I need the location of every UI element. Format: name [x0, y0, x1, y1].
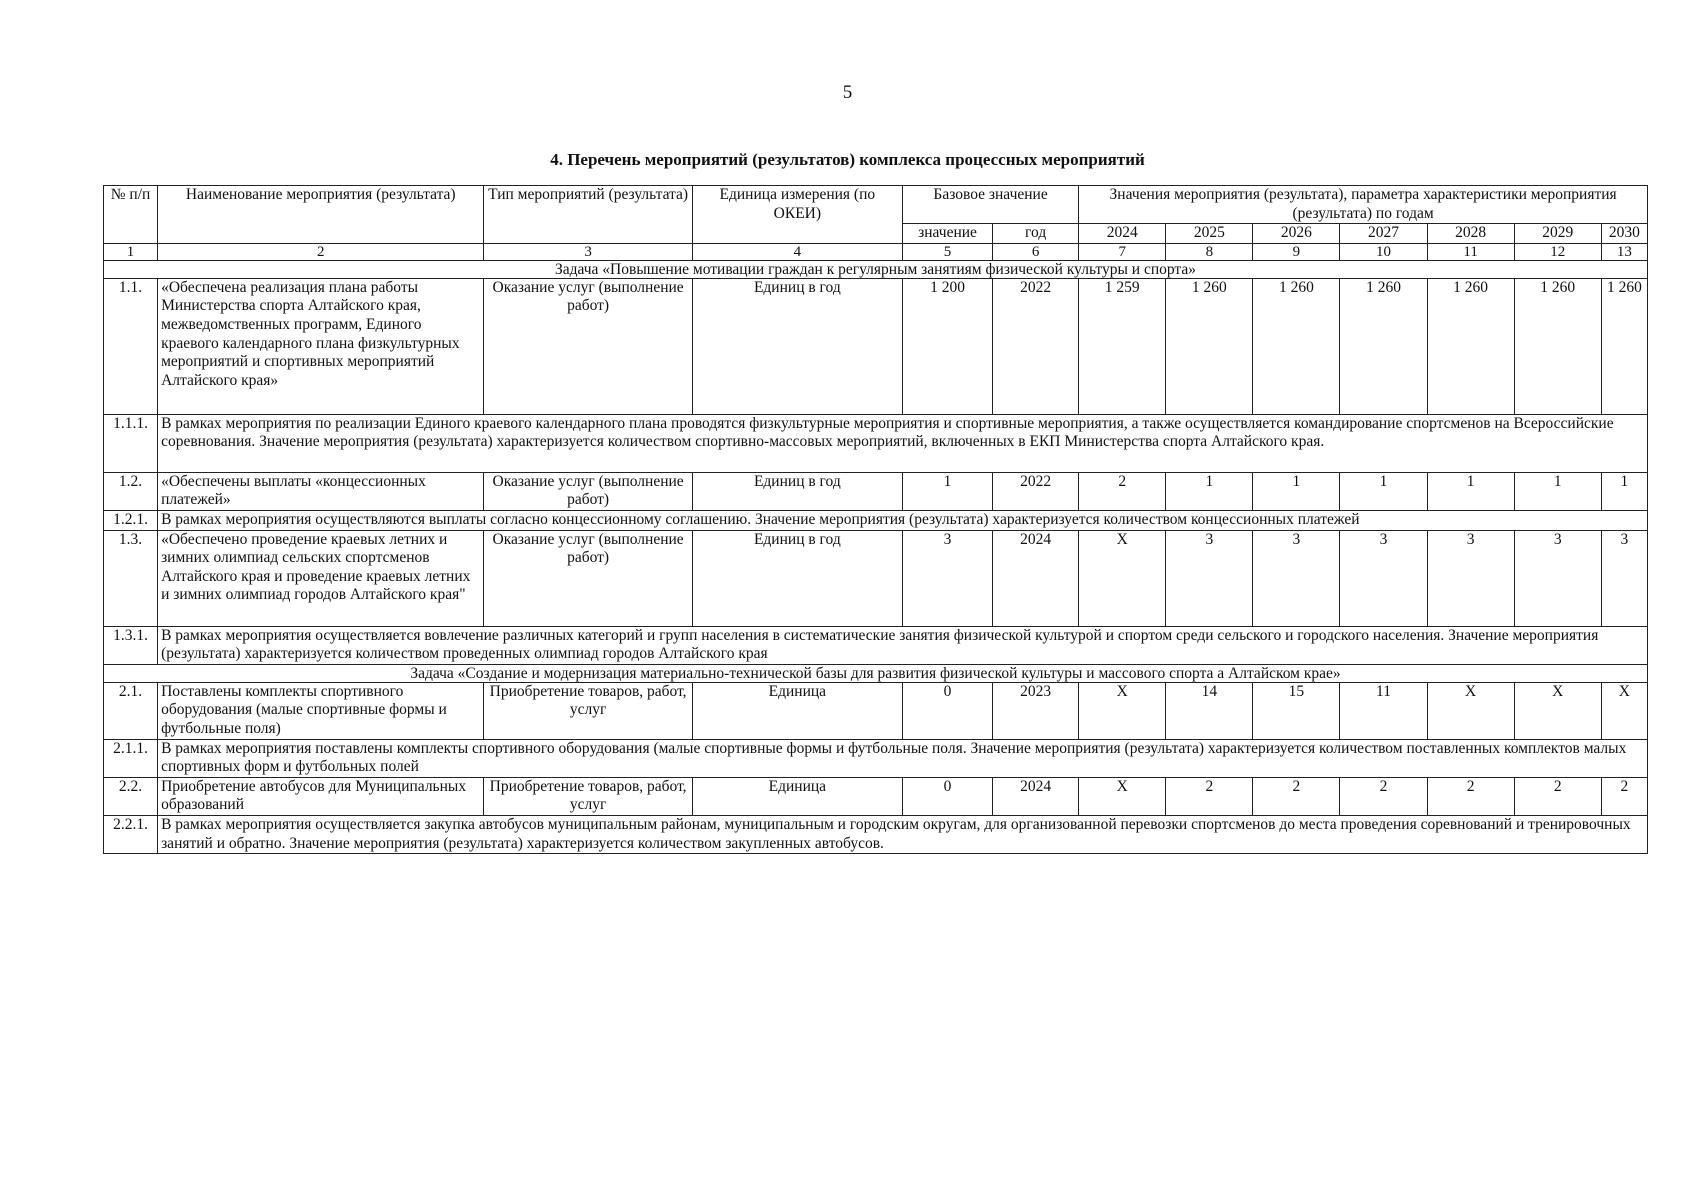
row-value: 2: [1079, 472, 1166, 510]
row-value: X: [1514, 682, 1601, 739]
header-year: 2025: [1166, 224, 1253, 244]
row-value: 2: [1340, 777, 1427, 815]
row-value: X: [1601, 682, 1647, 739]
row-value: X: [1079, 777, 1166, 815]
column-number: 3: [484, 243, 692, 260]
row-type: Оказание услуг (выполнение работ): [484, 530, 692, 626]
row-value: 1 260: [1601, 278, 1647, 414]
column-number: 9: [1253, 243, 1340, 260]
header-year: 2029: [1514, 224, 1601, 244]
row-num: 2.1.: [104, 682, 158, 739]
header-year: 2030: [1601, 224, 1647, 244]
row-value: 3: [1166, 530, 1253, 626]
row-value: 3: [1427, 530, 1514, 626]
activities-table: [103, 185, 1648, 854]
row-value: 1: [1601, 472, 1647, 510]
column-number: 8: [1166, 243, 1253, 260]
header-base: Базовое значение: [902, 186, 1078, 224]
column-number: 5: [902, 243, 992, 260]
row-base-value: 3: [902, 530, 992, 626]
header-base-year: год: [993, 224, 1079, 244]
header-base-value: значение: [902, 224, 992, 244]
row-value: 1 260: [1340, 278, 1427, 414]
row-base-year: 2024: [993, 530, 1079, 626]
row-name: «Обеспечены выплаты «концессионных платежей»: [158, 472, 484, 510]
desc-num: 1.2.1.: [104, 510, 158, 530]
column-number: 10: [1340, 243, 1427, 260]
row-value: 1: [1253, 472, 1340, 510]
desc-num: 2.1.1.: [104, 739, 158, 777]
row-type: Приобретение товаров, работ, услуг: [484, 777, 692, 815]
row-value: 2: [1514, 777, 1601, 815]
column-number: 12: [1514, 243, 1601, 260]
row-value: 3: [1601, 530, 1647, 626]
row-num: 2.2.: [104, 777, 158, 815]
row-value: X: [1079, 530, 1166, 626]
header-num: № п/п: [104, 186, 158, 244]
desc-text: В рамках мероприятия осуществляется закупка автобусов муниципальным районам, муниципальным и городским округам, для организованной перевозки спортсменов до места проведения соревнований и тренировочных занятий и обратно. Значение мероприятия (результата) характеризуется количеством закупленных автобусов.: [158, 815, 1648, 853]
row-value: 2: [1253, 777, 1340, 815]
row-unit: Единиц в год: [692, 472, 902, 510]
row-value: 14: [1166, 682, 1253, 739]
row-num: 1.3.: [104, 530, 158, 626]
row-value: X: [1427, 682, 1514, 739]
row-value: 2: [1166, 777, 1253, 815]
row-value: 1: [1166, 472, 1253, 510]
task-heading: Задача «Создание и модернизация материально-технической базы для развития физической культуры и массового спорта а Алтайском крае»: [104, 664, 1648, 682]
row-type: Оказание услуг (выполнение работ): [484, 472, 692, 510]
row-base-year: 2022: [993, 472, 1079, 510]
document-title: 4. Перечень мероприятий (результатов) комплекса процессных мероприятий: [550, 150, 1145, 169]
header-year: 2026: [1253, 224, 1340, 244]
row-value: 1 259: [1079, 278, 1166, 414]
column-number: 1: [104, 243, 158, 260]
column-number: 13: [1601, 243, 1647, 260]
row-value: 1 260: [1427, 278, 1514, 414]
row-value: 1: [1427, 472, 1514, 510]
row-value: 3: [1253, 530, 1340, 626]
row-unit: Единиц в год: [692, 278, 902, 414]
column-number: 4: [692, 243, 902, 260]
row-value: 1: [1340, 472, 1427, 510]
header-name: Наименование мероприятия (результата): [158, 186, 484, 244]
desc-text: В рамках мероприятия осуществляются выплаты согласно концессионному соглашению. Значение мероприятия (результата) характеризуется количеством концессионных платежей: [158, 510, 1648, 530]
row-base-year: 2024: [993, 777, 1079, 815]
row-type: Приобретение товаров, работ, услуг: [484, 682, 692, 739]
header-year: 2028: [1427, 224, 1514, 244]
row-name: «Обеспечено проведение краевых летних и зимних олимпиад сельских спортсменов Алтайского края и проведение краевых летних и зимних олимпиад городов Алтайского края": [158, 530, 484, 626]
row-value: 11: [1340, 682, 1427, 739]
row-value: 1 260: [1253, 278, 1340, 414]
row-value: 2: [1427, 777, 1514, 815]
page-number: 5: [842, 82, 853, 103]
desc-text: В рамках мероприятия по реализации Единого краевого календарного плана проводятся физкультурные мероприятия и спортивные мероприятия, а также осуществляется командирование спортсменов на Всероссийские соревнования. Значение мероприятия (результата) характеризуется количеством спортивно-массовых мероприятий, включенных в ЕКП Министерства спорта Алтайского края.: [158, 414, 1648, 472]
row-value: X: [1079, 682, 1166, 739]
row-value: 1 260: [1514, 278, 1601, 414]
column-number: 2: [158, 243, 484, 260]
desc-text: В рамках мероприятия осуществляется вовлечение различных категорий и групп населения в систематические занятия физической культурой и спортом среди сельского и городского населения. Значение мероприятия (результата) характеризуется количеством проведенных олимпиад городов Алтайского края: [158, 626, 1648, 664]
row-name: «Обеспечена реализация плана работы Министерства спорта Алтайского края, межведомственных программ, Единого краевого календарного плана физкультурных мероприятий и спортивных мероприятий Алтайского края»: [158, 278, 484, 414]
column-number: 7: [1079, 243, 1166, 260]
row-name: Приобретение автобусов для Муниципальных образований: [158, 777, 484, 815]
row-type: Оказание услуг (выполнение работ): [484, 278, 692, 414]
desc-num: 1.3.1.: [104, 626, 158, 664]
column-number: 6: [993, 243, 1079, 260]
row-base-value: 0: [902, 682, 992, 739]
header-year: 2027: [1340, 224, 1427, 244]
row-num: 1.1.: [104, 278, 158, 414]
row-num: 1.2.: [104, 472, 158, 510]
desc-num: 2.2.1.: [104, 815, 158, 853]
header-unit: Единица измерения (по ОКЕИ): [692, 186, 902, 244]
desc-num: 1.1.1.: [104, 414, 158, 472]
task-heading: Задача «Повышение мотивации граждан к регулярным занятиям физической культуры и спорта»: [104, 260, 1648, 278]
header-years-title: Значения мероприятия (результата), параметра характеристики мероприятия (результата) по годам: [1079, 186, 1648, 224]
row-value: 3: [1340, 530, 1427, 626]
column-number: 11: [1427, 243, 1514, 260]
row-unit: Единиц в год: [692, 530, 902, 626]
row-name: Поставлены комплекты спортивного оборудования (малые спортивные формы и футбольные поля): [158, 682, 484, 739]
row-value: 15: [1253, 682, 1340, 739]
row-value: 1 260: [1166, 278, 1253, 414]
row-base-value: 0: [902, 777, 992, 815]
row-base-value: 1 200: [902, 278, 992, 414]
header-type: Тип мероприятий (результата): [484, 186, 692, 244]
desc-text: В рамках мероприятия поставлены комплекты спортивного оборудования (малые спортивные формы и футбольные поля. Значение мероприятия (результата) характеризуется количеством поставленных комплектов малых спортивных форм и футбольных полей: [158, 739, 1648, 777]
row-value: 1: [1514, 472, 1601, 510]
header-year: 2024: [1079, 224, 1166, 244]
row-value: 2: [1601, 777, 1647, 815]
row-base-year: 2022: [993, 278, 1079, 414]
row-unit: Единица: [692, 682, 902, 739]
row-value: 3: [1514, 530, 1601, 626]
row-base-value: 1: [902, 472, 992, 510]
row-base-year: 2023: [993, 682, 1079, 739]
row-unit: Единица: [692, 777, 902, 815]
